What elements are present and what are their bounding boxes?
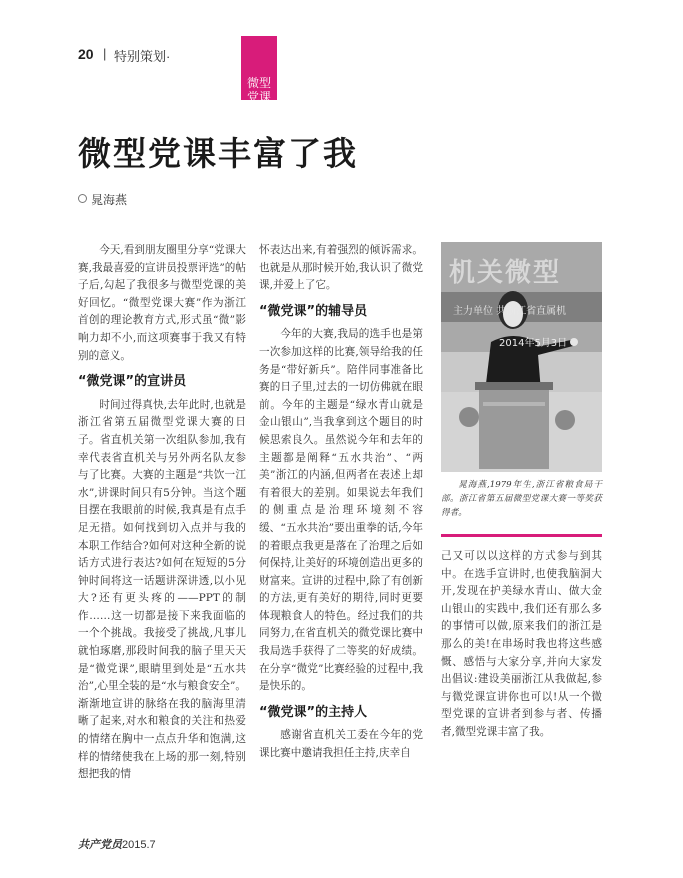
accent-divider [441,534,602,537]
magazine-name: 共产党员 [78,838,122,851]
author-name: 晁海燕 [91,193,128,207]
speaker-photo [441,242,602,472]
section-tag [241,36,277,104]
intro-paragraph: 今天,看到朋友圈里分享“党课大赛,我最喜爱的宣讲员投票评选”的帖子后,勾起了我很多与微型党课的美好回忆。“微型党课大赛”作为浙江首创的理论教育方式,形式虽“微”影响力却不小,而这项赛事于我又有特别的意义。 [78,244,246,362]
column-1 [78,242,246,810]
page-number: 20 [78,46,94,62]
subheading-lecturer: “微党课”的宣讲员 [78,374,187,390]
lecturer-paragraph: 时间过得真快,去年此时,也就是浙江省第五届微型党课大赛的日子。省直机关第一次组队参加,我有幸代表省直机关与另外两名队友参与了比赛。大赛的主题是“共饮一江水”,讲课时间只有5分钟。当这个题目摆在我眼前的时候,我真是有点手足无措。如何找到切入点并与我的本职工作结合?如何对这种全新的说话方式进行表达?如何在短短的5分钟时间将这一话题讲深讲透,以小见大?还有更头疼的——PPT的制作……这一切都是接下来我面临的一个个挑战。我接受了挑战,凡事儿就怕琢磨,那段时间我的脑子里天天是“微党课”,眼睛里到处是“五水共治”,心里全装的是“水与粮食安全”。渐渐地宣讲的脉络在我的脑海里清晰了起来,对水和粮食的关注和热爱的情绪在胸中一点点升华和饱满,这样的情绪使我在上场的那一刻,特别想把我的情 [78,398,246,781]
subheading-coach: “微党课”的辅导员 [259,303,368,319]
backdrop-subtitle: 主力单位 共浙江省直属机 [453,306,567,317]
article-title: 微型党课丰富了我 [78,134,358,173]
section-tag-line2: 党课 [246,90,271,104]
closing-paragraph: 己又可以以这样的方式参与到其中。在选手宣讲时,也使我脑洞大开,发现在护美绿水青山、做大金山银山的实践中,我们还有那么多的事情可以做,原来我们的浙江是那么的美!在串场时我也将这些感慨、感悟与大家分享,并向大家发出倡议:建设美丽浙江从我做起,参与微党课宣讲你也可以!从一个微型党课的宣讲者到参与者、传播者,微型党课丰富了我。 [441,550,602,738]
page-footer [78,836,156,852]
coach-paragraph: 今年的大赛,我局的选手也是第一次参加这样的比赛,领导给我的任务是“带好新兵”。陪伴同事准备比赛的日子里,过去的一切仿佛就在眼前。今年的主题是“绿水青山就是金山银山”,当我拿到这个题目的时候思索良久。虽然说今年和去年的主题都是阐释“五水共治”、“两美”浙江的内涵,但两者在表述上却有着很大的差别。如果说去年我们的侧重点是治理环境刻不容缓、“五水共治”要出重拳的话,今年的着眼点我更是落在了治理之后如何保持,让美好的环境创造出更多的财富来。宣讲的过程中,除了有创新的方法,更有美好的期待,同时更要体现粮食人的特色。经过我们的共同努力,在省直机关的微党课比赛中我局选手获得了二等奖的好成绩。在分享“微党”比赛经验的过程中,我是快乐的。 [259,328,423,693]
section-tag-line1: 微型 [246,76,271,90]
column-2 [259,242,423,810]
header-separator: | [103,46,107,61]
backdrop-date: 2014年5月3日 [499,338,568,349]
continued-paragraph: 怀表达出来,有着强烈的倾诉需求。也就是从那时候开始,我认识了微党课,并爱上了它。 [259,244,423,292]
subheading-host: “微党课”的主持人 [259,704,368,720]
bullet-circle-icon [78,194,87,203]
photo-caption: 晁海燕,1979年生,浙江省粮食局干部。浙江省第五届微型党课大赛一等奖获得者。 [441,480,602,518]
host-paragraph: 感谢省直机关工委在今年的党课比赛中邀请我担任主持,庆幸自 [259,729,423,760]
issue-date: 2015.7 [122,839,156,851]
byline [78,191,127,208]
section-label: 特别策划· [114,49,171,64]
backdrop-title: 机关微型 [449,258,562,288]
column-3 [441,548,602,748]
